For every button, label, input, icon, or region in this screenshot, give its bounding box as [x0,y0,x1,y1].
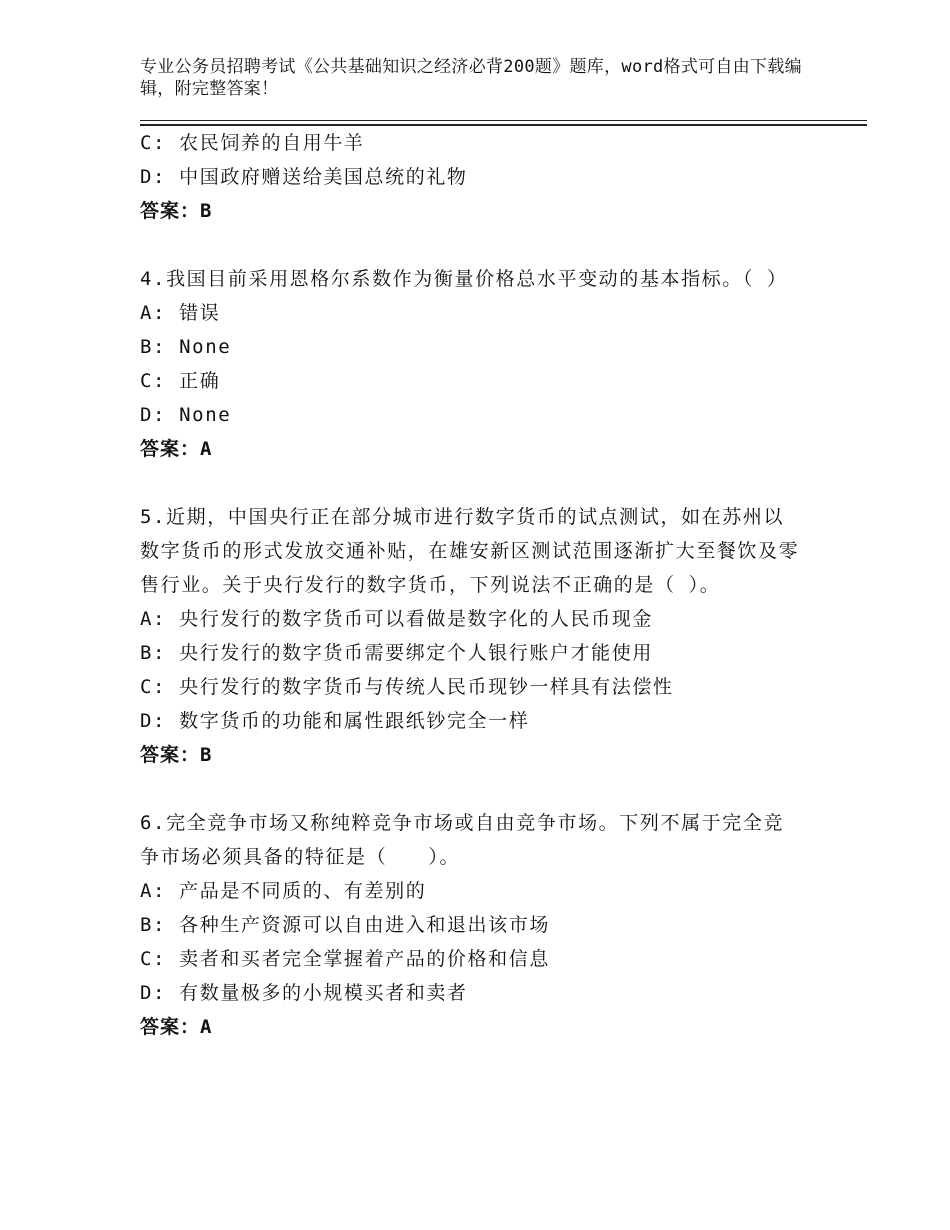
option-d: D: None [140,404,232,426]
document-header: 专业公务员招聘考试《公共基础知识之经济必背200题》题库，word格式可自由下载编辑，附完整答案！ [140,57,802,99]
question-stem: 4.我国目前采用恩格尔系数作为衡量价格总水平变动的基本指标。（ ） [140,268,788,290]
option-b: B: 各种生产资源可以自由进入和退出该市场 [140,914,550,936]
question-6 [140,806,800,1044]
option-d: D: 中国政府赠送给美国总统的礼物 [140,166,468,188]
option-a: A: 错误 [140,302,221,324]
option-a: A: 央行发行的数字货币可以看做是数字化的人民币现金 [140,608,653,630]
question-stem: 6.完全竞争市场又称纯粹竞争市场或自由竞争市场。下列不属于完全竞争市场必须具备的特征是（ ）。 [140,812,785,868]
answer: 答案：B [140,744,213,766]
question-4 [140,262,800,466]
option-b: B: None [140,336,232,358]
question-stem: 5.近期，中国央行正在部分城市进行数字货币的试点测试，如在苏州以数字货币的形式发放交通补贴，在雄安新区测试范围逐渐扩大至餐饮及零售行业。关于央行发行的数字货币，下列说法不正确的是（ ）。 [140,506,800,596]
question-5 [140,500,800,772]
option-b: B: 央行发行的数字货币需要绑定个人银行账户才能使用 [140,642,653,664]
answer: 答案：B [140,200,213,222]
answer: 答案：A [140,1016,213,1038]
question-list [140,126,800,1044]
option-c: C: 央行发行的数字货币与传统人民币现钞一样具有法偿性 [140,676,674,698]
header-divider [140,120,867,121]
option-c: C: 农民饲养的自用牛羊 [140,132,365,154]
option-d: D: 有数量极多的小规模买者和卖者 [140,982,468,1004]
option-c: C: 卖者和买者完全掌握着产品的价格和信息 [140,948,550,970]
option-a: A: 产品是不同质的、有差别的 [140,880,427,902]
option-d: D: 数字货币的功能和属性跟纸钞完全一样 [140,710,530,732]
answer: 答案：A [140,438,213,460]
option-c: C: 正确 [140,370,221,392]
question-3-tail [140,126,800,228]
